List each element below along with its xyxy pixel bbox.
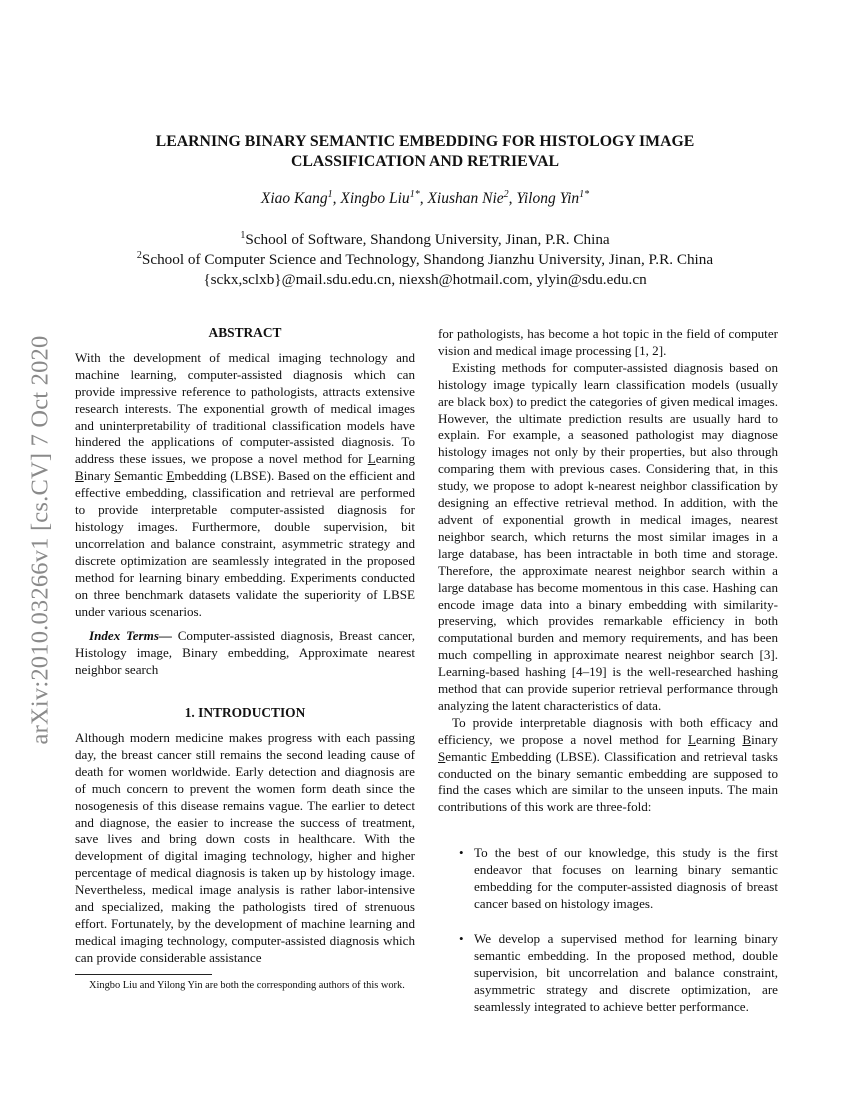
footnote: Xingbo Liu and Yilong Yin are both the corresponding authors of this work. <box>89 980 405 991</box>
footnote-rule <box>75 974 212 975</box>
right-column <box>438 326 778 1033</box>
affiliation-mark: 2 <box>136 249 142 261</box>
title-line-1: LEARNING BINARY SEMANTIC EMBEDDING FOR HISTOLOGY IMAGE <box>155 133 695 150</box>
author-name: Xingbo Liu <box>340 190 410 207</box>
arxiv-identifier-stamp <box>20 300 60 780</box>
affiliation-2 <box>80 250 770 270</box>
index-terms <box>75 628 415 679</box>
lbse-term: Learning Binary Semantic Embedding <box>75 451 415 484</box>
author-name: Xiushan Nie <box>427 190 504 207</box>
arxiv-id-text: arXiv:2010.03266v1 [cs.CV] 7 Oct 2020 <box>26 335 53 745</box>
contributions-list <box>438 845 778 1015</box>
author-list: Xiao Kang$^1$, Xingbo Liu$^{1*}$, Xiushan Nie$^2$, Yilong Yin$^{1*}$ <box>260 188 590 207</box>
abstract-text: With the development of medical imaging technology and machine learning, computer-assisted diagnosis which can provide impressive reference to pathologists, attracts extensive research interests. The exponential growth of medical images and uninterpretability of traditional classification models have hindered the applications of computer-assisted diagnosis. To address these issues, we propose a novel method for Learning Binary Semantic Embedding (LBSE). Based on the efficient and effective embedding, classification and retrieval are performed to provide interpretable computer-assisted diagnosis for histology images. Furthermore, double supervision, bit uncorrelation and balance constraint, asymmetric strategy and discrete optimization are seamlessly integrated in the proposed method for learning binary embedding. Experiments conducted on three benchmark datasets validate the superiority of LBSE under various scenarios. <box>75 349 415 619</box>
list-item: • To the best of our knowledge, this study is the first endeavor that focuses on learning binary semantic embedding for the computer-assisted diagnosis of breast cancer based on histology images. <box>474 845 778 913</box>
author-mark: 1* <box>409 188 420 200</box>
intro-paragraph-3: To provide interpretable diagnosis with both efficacy and efficiency, we propose a novel method for Learning Binary Semantic Embedding (LBSE). Classification and retrieval tasks conducted on the binary semantic embedding are supposed to find the cases which are similar to the unseen inputs. The main contributions of this work are three-fold: <box>438 714 778 815</box>
title-line-2: CLASSIFICATION AND RETRIEVAL <box>290 153 560 170</box>
list-item: • We develop a supervised method for learning binary semantic embedding. In the proposed method, double supervision, bit uncorrelation and balance constraint, asymmetric strategy and discrete optimization, are seamlessly integrated to achieve better performance. <box>474 931 778 1016</box>
abstract-heading: ABSTRACT <box>208 325 282 340</box>
author-mark: 1* <box>579 188 590 200</box>
author-name: Yilong Yin <box>516 190 580 207</box>
left-column <box>75 325 415 967</box>
affiliation-text: School of Computer Science and Technology, Shandong Jianzhu University, Jinan, P.R. China <box>141 251 714 268</box>
intro-paragraph-1-continued: for pathologists, has become a hot topic in the field of computer vision and medical image processing [1, 2]. <box>438 326 778 358</box>
intro-paragraph-1: Although modern medicine makes progress with each passing day, the breast cancer still remains the second leading cause of death for women worldwide. Early detection and diagnosis are of much concern to prevent the women form death since the nosogenesis of this disease remains vague. The earlier to detect and diagnose, the easier to increase the success of treatment, save lives and bring down costs in healthcare. With the development of digital imaging technology, higher and higher percentage of medical diagnosis is taken up by histology image. Nevertheless, medical image analysis is rather labor-intensive and specialized, making the pathologists tired of strenuous effort. Fortunately, by the development of machine learning and medical imaging technology, computer-assisted diagnosis which can provide considerable assistance <box>75 730 415 965</box>
index-terms-text: Computer-assisted diagnosis, Breast cancer, Histology image, Binary embedding, Approximate nearest neighbor search <box>75 628 415 678</box>
intro-paragraph-2: Existing methods for computer-assisted diagnosis based on histology image typically learn classification models (usually are black box) to predict the categories of given medical images. However, the ultimate prediction results are usually hard to explain. For example, a seasoned pathologist may diagnose histology images not only by their properties, but also through comparing them with previous cases. Considering that, in this study, we propose to adopt k-nearest neighbor classification by designing an effective retrieval method. In addition, with the advent of exponential growth in medical images, nearest neighbor search, which returns the most similar images in a large database, has been intractable in both time and storage. Therefore, the approximate nearest neighbor search within a large database has become momentous in this case. Hashing can encode image data into a binary embedding with similarity-preserving, which provides remarkable efficiency in both computational burden and memory requirements, and has been much compelling in approximate nearest neighbor search [3]. Learning-based hashing [4–19] is the well-researched hashing method that can provide superior retrieval performance through analyzing the latent characteristics of data. <box>438 359 778 713</box>
author-mark: 2 <box>503 188 509 200</box>
affiliation-mark: 1 <box>240 229 246 241</box>
lbse-term: Learning Binary Semantic Embedding <box>438 731 778 764</box>
affiliation-text: School of Software, Shandong University, Jinan, P.R. China <box>245 231 610 248</box>
author-mark: 1 <box>327 188 333 200</box>
index-terms-label: Index Terms— <box>89 628 173 644</box>
author-emails: {sckx,sclxb}@mail.sdu.edu.cn, niexsh@hotmail.com, ylyin@sdu.edu.cn <box>203 271 647 288</box>
paper-title <box>100 132 750 172</box>
introduction-heading: 1. INTRODUCTION <box>184 705 306 721</box>
affiliation-1 <box>80 230 770 250</box>
author-name: Xiao Kang <box>260 190 328 207</box>
